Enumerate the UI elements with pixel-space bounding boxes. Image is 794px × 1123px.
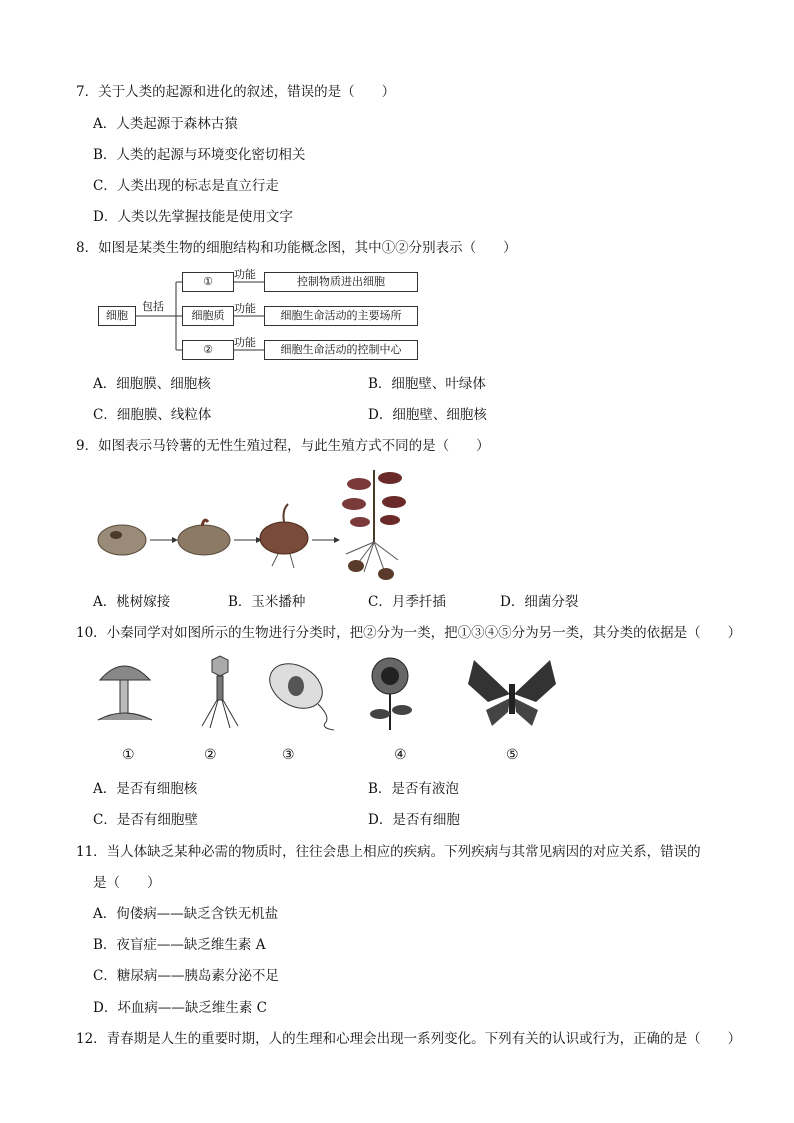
diagram-node-1: ① (182, 272, 234, 292)
diagram-function-label-2: 功能 (234, 302, 256, 315)
question-12-stem: 12．青春期是人生的重要时期，人的生理和心理会出现一系列变化。下列有关的认识或行为，正确的是（ ） (76, 1031, 742, 1047)
potato-reproduction-figure (94, 462, 424, 588)
q11-option-b: B．夜盲症——缺乏维生素 A (93, 937, 266, 953)
question-11-stem: 11．当人体缺乏某种必需的物质时，往往会患上相应的疾病。下列疾病与其常见病因的对应关系，错误的 (76, 844, 701, 860)
diagram-func-1: 控制物质进出细胞 (264, 272, 418, 292)
organism-label-3: ③ (282, 747, 295, 763)
q11-option-a: A．佝偻病——缺乏含铁无机盐 (93, 906, 279, 922)
cell-concept-diagram (96, 266, 426, 362)
q9-option-b: B．玉米播种 (228, 594, 306, 610)
question-10-stem: 10．小秦同学对如图所示的生物进行分类时，把②分为一类，把①③④⑤分为另一类，其分类的依据是（ ） (76, 625, 742, 641)
q11-option-d: D．坏血病——缺乏维生素 C (93, 1000, 267, 1016)
q9-option-d: D．细菌分裂 (500, 594, 579, 610)
diagram-function-label-1: 功能 (234, 268, 256, 281)
organisms-illustration (90, 654, 560, 734)
organism-label-5: ⑤ (506, 747, 519, 763)
organism-label-1: ① (122, 747, 135, 763)
q10-option-a: A．是否有细胞核 (93, 781, 198, 797)
q10-option-d: D．是否有细胞 (368, 812, 460, 828)
question-9-stem: 9．如图表示马铃薯的无性生殖过程，与此生殖方式不同的是（ ） (76, 438, 490, 454)
diagram-node-2: ② (182, 340, 234, 360)
organisms-figure (90, 654, 560, 734)
q8-option-c: C．细胞膜、线粒体 (93, 407, 212, 423)
diagram-function-label-3: 功能 (234, 336, 256, 349)
question-8-stem: 8．如图是某类生物的细胞结构和功能概念图，其中①②分别表示（ ） (76, 240, 517, 256)
organism-label-2: ② (204, 747, 217, 763)
q9-option-c: C．月季扦插 (368, 594, 446, 610)
q7-option-c: C．人类出现的标志是直立行走 (93, 178, 279, 194)
q8-option-a: A．细胞膜、细胞核 (93, 376, 211, 392)
q8-option-d: D．细胞壁、细胞核 (368, 407, 487, 423)
q10-option-b: B．是否有液泡 (368, 781, 459, 797)
organism-label-4: ④ (394, 747, 407, 763)
potato-stages-illustration (94, 462, 424, 588)
diagram-include-label: 包括 (142, 300, 164, 313)
q7-option-d: D．人类以先掌握技能是使用文字 (93, 209, 293, 225)
diagram-root-cell: 细胞 (98, 306, 136, 326)
q10-option-c: C．是否有细胞壁 (93, 812, 198, 828)
q8-option-b: B．细胞壁、叶绿体 (368, 376, 486, 392)
question-11-stem-continued: 是（ ） (93, 875, 161, 891)
q11-option-c: C．糖尿病——胰岛素分泌不足 (93, 968, 279, 984)
q9-option-a: A．桃树嫁接 (93, 594, 171, 610)
diagram-node-cytoplasm: 细胞质 (182, 306, 234, 326)
question-7-stem: 7．关于人类的起源和进化的叙述，错误的是（ ） (76, 84, 396, 100)
diagram-func-2: 细胞生命活动的主要场所 (264, 306, 418, 326)
diagram-func-3: 细胞生命活动的控制中心 (264, 340, 418, 360)
q7-option-a: A．人类起源于森林古猿 (93, 116, 238, 132)
q7-option-b: B．人类的起源与环境变化密切相关 (93, 147, 306, 163)
